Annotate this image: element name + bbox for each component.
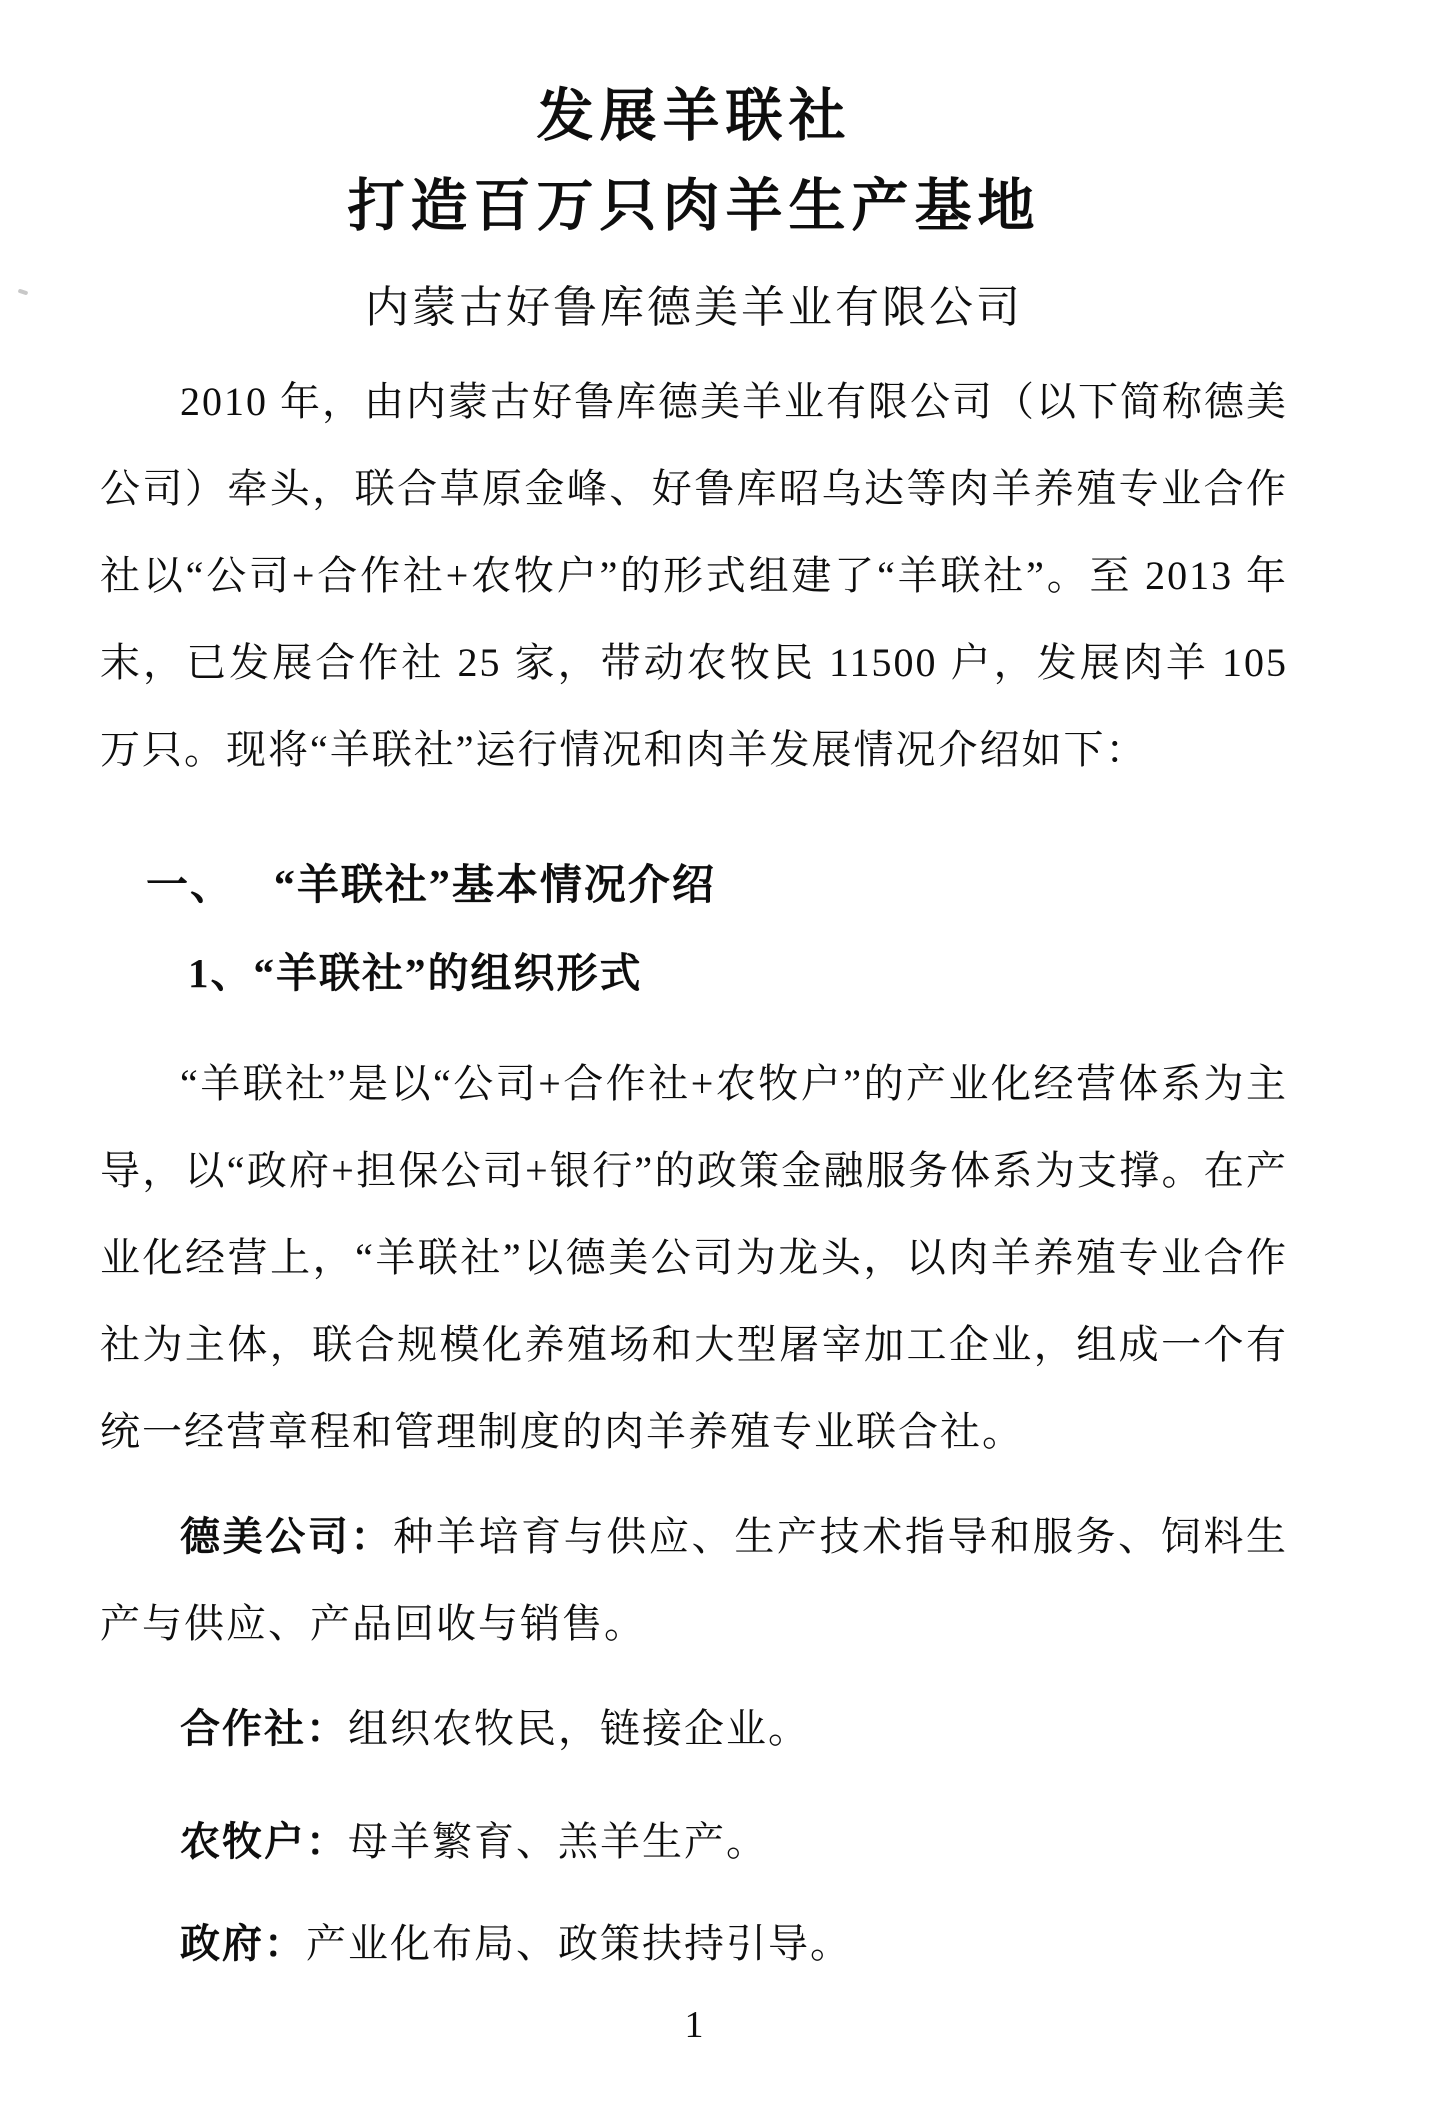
role-text: 产业化布局、政策扶持引导。 bbox=[306, 1921, 852, 1966]
section-heading-1 bbox=[146, 843, 1288, 930]
section-title: “羊联社”基本情况介绍 bbox=[273, 863, 716, 909]
doc-subtitle: 内蒙古好鲁库德美羊业有限公司 bbox=[365, 283, 1023, 332]
role-label: 德美公司： bbox=[180, 1514, 394, 1559]
subsection-heading-1: 1、“羊联社”的组织形式 bbox=[188, 950, 643, 996]
intro-paragraph: 2010 年，由内蒙古好鲁库德美羊业有限公司（以下简称德美公司）牵头，联合草原金峰、好鲁库昭乌达等肉羊养殖专业合作社以“公司+合作社+农牧户”的形式组建了“羊联社”。至 2013 年末，已发展合作社 25 家，带动农牧民 11500 户，发展肉羊 105 万只。现将“羊联社”运行情况和肉羊发展情况介绍如下： bbox=[100, 379, 1288, 772]
role-label: 农牧户： bbox=[180, 1819, 348, 1864]
role-paragraph-zhengfu bbox=[100, 1900, 1288, 1987]
organization-paragraph: “羊联社”是以“公司+合作社+农牧户”的产业化经营体系为主导，以“政府+担保公司+银行”的政策金融服务体系为支撑。在产业化经营上，“羊联社”以德美公司为龙头，以肉羊养殖专业合作社为主体，联合规模化养殖场和大型屠宰加工企业，组成一个有统一经营章程和管理制度的肉羊养殖专业联合社。 bbox=[100, 1061, 1288, 1454]
role-paragraph-demei bbox=[100, 1493, 1288, 1667]
role-label: 合作社： bbox=[180, 1706, 348, 1751]
doc-title-line1: 发展羊联社 bbox=[536, 85, 852, 148]
section-number: 一、 bbox=[146, 863, 235, 909]
role-text: 组织农牧民，链接企业。 bbox=[348, 1706, 810, 1751]
role-text: 母羊繁育、羔羊生产。 bbox=[348, 1819, 768, 1864]
role-text: 种羊培育与供应、生产技术指导和服务、饲料生产与供应、产品回收与销售。 bbox=[100, 1514, 1289, 1646]
doc-title-line2: 打造百万只肉羊生产基地 bbox=[347, 175, 1041, 238]
role-paragraph-nongmuhu bbox=[100, 1798, 1288, 1885]
role-label: 政府： bbox=[180, 1921, 306, 1966]
scan-artifact bbox=[18, 289, 29, 296]
page-number: 1 bbox=[684, 2004, 704, 2046]
role-paragraph-hezuoshe bbox=[100, 1685, 1288, 1772]
